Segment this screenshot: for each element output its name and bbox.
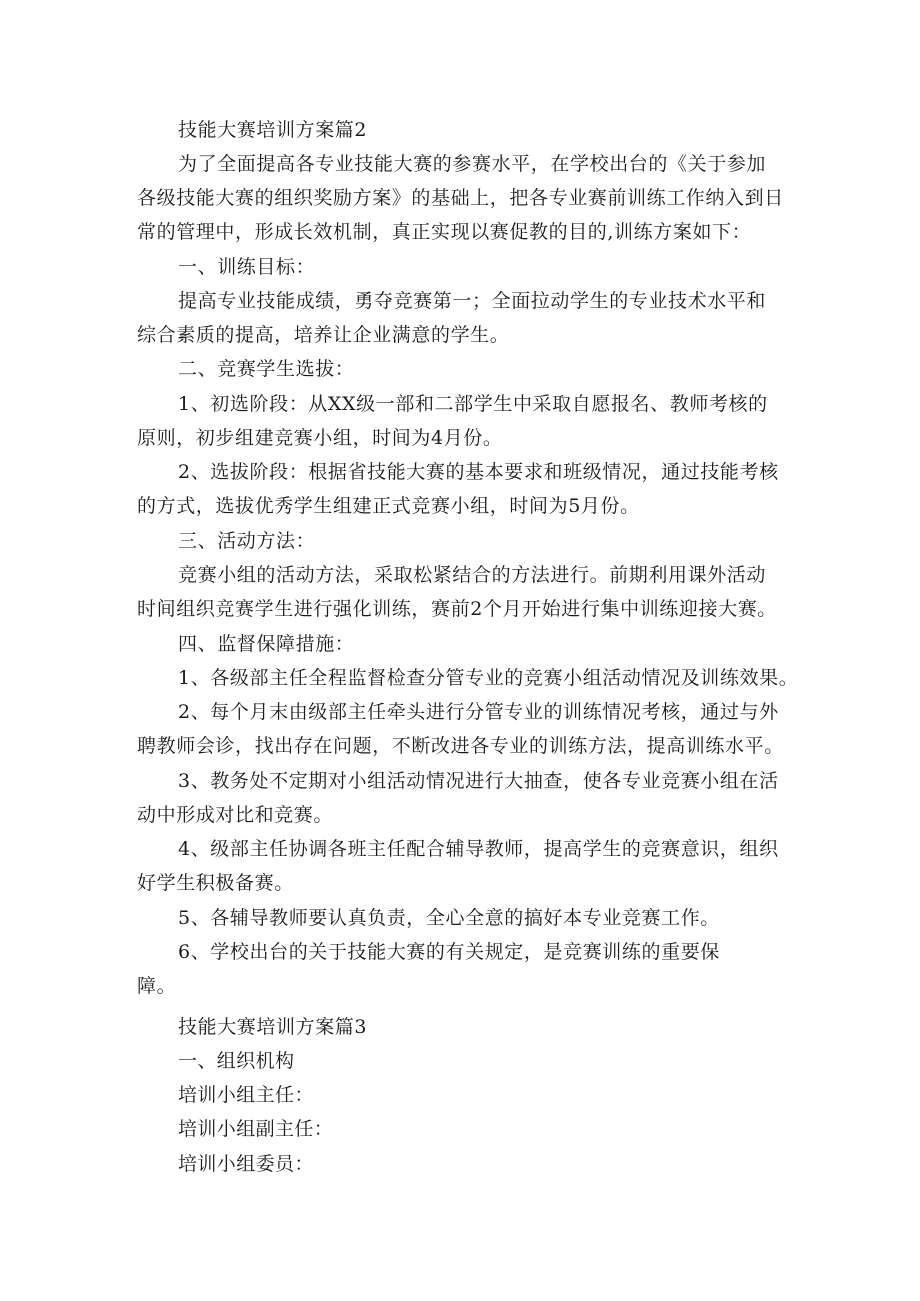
paragraph-line: 原则，初步组建竞赛小组，时间为4月份。 (137, 427, 503, 449)
paragraph-line: 2、选拔阶段：根据省技能大赛的基本要求和班级情况，通过技能考核 (178, 461, 779, 483)
paragraph-line: 竞赛小组的活动方法，采取松紧结合的方法进行。前期利用课外活动 (178, 564, 767, 586)
field-label-deputy-director: 培训小组副主任： (178, 1118, 334, 1140)
paragraph-line: 好学生积极备赛。 (137, 872, 294, 894)
paragraph-line: 2、每个月末由级部主任牵头进行分管专业的训练情况考核，通过与外 (178, 701, 779, 723)
heading-student-selection: 二、竞赛学生选拔： (178, 358, 355, 380)
heading-supervision: 四、监督保障措施： (178, 633, 355, 655)
field-label-members: 培训小组委员： (178, 1153, 314, 1175)
paragraph-line: 1、各级部主任全程监督检查分管专业的竞赛小组活动情况及训练效果。 (178, 667, 799, 689)
heading-training-goal: 一、训练目标： (178, 256, 316, 278)
paragraph-line: 5、各辅导教师要认真负责，全心全意的搞好本专业竞赛工作。 (178, 907, 720, 929)
paragraph-line: 聘教师会诊，找出存在问题，不断改进各专业的训练方法，提高训练水平。 (137, 735, 784, 757)
section-title-3: 技能大赛培训方案篇3 (178, 1016, 368, 1038)
section-title-2: 技能大赛培训方案篇2 (178, 119, 368, 141)
paragraph-line: 动中形成对比和竞赛。 (137, 804, 334, 826)
paragraph-line: 综合素质的提高，培养让企业满意的学生。 (137, 324, 510, 346)
paragraph-line: 的方式，选拔优秀学生组建正式竞赛小组，时间为5月份。 (137, 495, 640, 517)
paragraph-line: 各级技能大赛的组织奖励方案》的基础上，把各专业赛前训练工作纳入到日 (137, 187, 784, 209)
paragraph-line: 提高专业技能成绩，勇夺竞赛第一；全面拉动学生的专业技术水平和 (178, 290, 767, 312)
paragraph-line: 为了全面提高各专业技能大赛的参赛水平，在学校出台的《关于参加 (178, 153, 767, 175)
field-label-director: 培训小组主任： (178, 1084, 314, 1106)
paragraph-line: 常的管理中，形成长效机制，真正实现以赛促教的目的,训练方案如下： (137, 221, 752, 243)
heading-organization: 一、组织机构 (178, 1050, 295, 1072)
heading-activity-method: 三、活动方法： (178, 530, 316, 552)
paragraph-line: 3、教务处不定期对小组活动情况进行大抽查，使各专业竞赛小组在活 (178, 770, 779, 792)
paragraph-line: 1、初选阶段：从XX级一部和二部学生中采取自愿报名、教师考核的 (178, 393, 768, 415)
paragraph-line: 6、学校出台的关于技能大赛的有关规定，是竞赛训练的重要保 (178, 941, 720, 963)
paragraph-line: 时间组织竞赛学生进行强化训练，赛前2个月开始进行集中训练迎接大赛。 (137, 598, 777, 620)
paragraph-line: 4、级部主任协调各班主任配合辅导教师，提高学生的竞赛意识，组织 (178, 838, 779, 860)
paragraph-line: 障。 (137, 975, 177, 997)
